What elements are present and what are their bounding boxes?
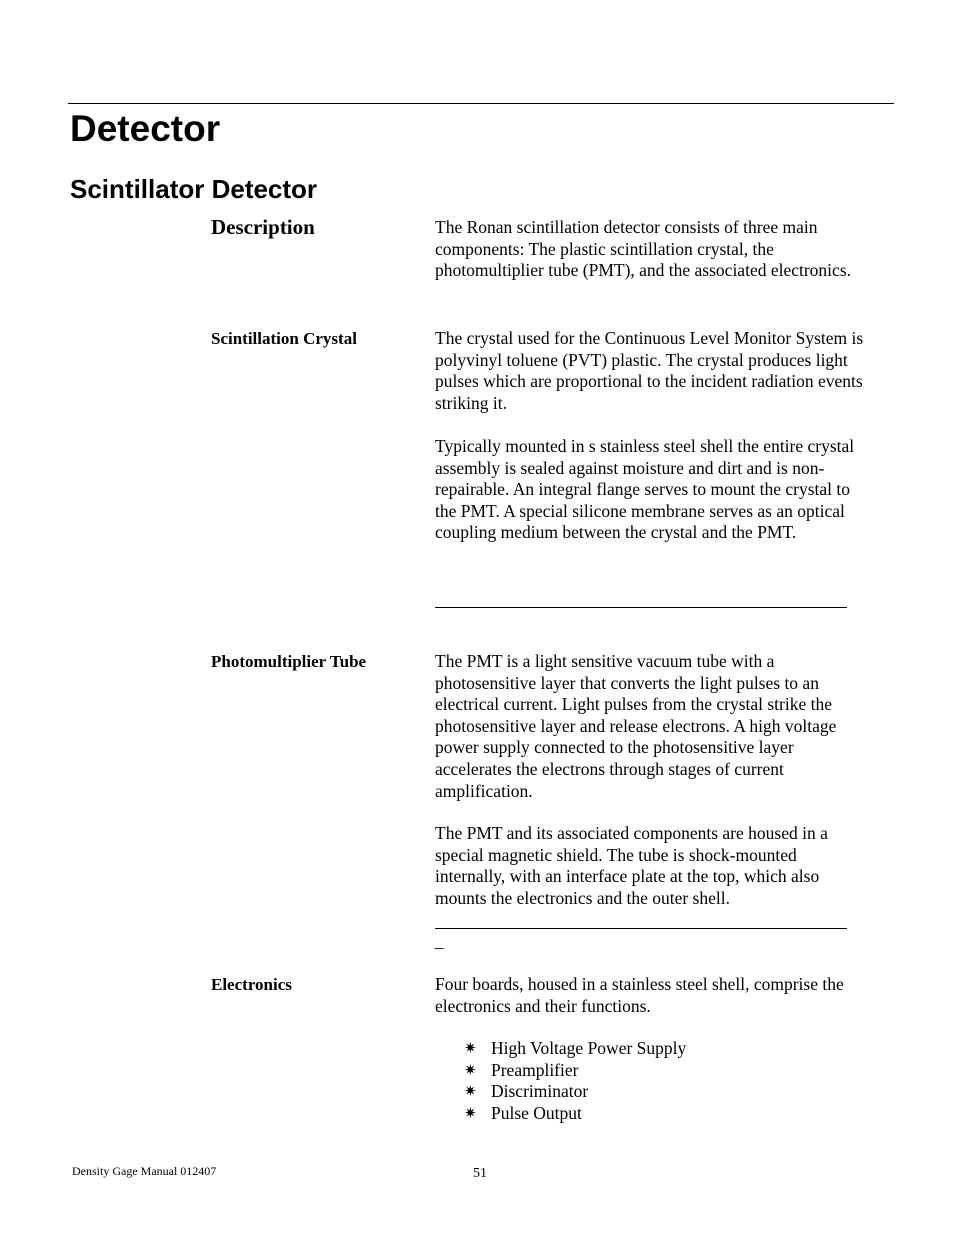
description-paragraph: The Ronan scintillation detector consists of three main components: The plastic scintillation crystal, the photomultiplier tube (PMT), and the associated electronics. [435, 217, 852, 281]
section-title: Scintillator Detector [70, 174, 318, 204]
asterisk-bullet-icon: ✷ [464, 1060, 477, 1079]
list-item-label: Preamplifier [491, 1059, 579, 1080]
crystal-paragraph-1: The crystal used for the Continuous Level Monitor System is polyvinyl toluene (PVT) plastic. The crystal produces light pulses which are proportional to the incident radiation events striking it. [435, 328, 864, 413]
pmt-heading: Photomultiplier Tube [211, 652, 367, 671]
list-item [464, 1081, 686, 1103]
list-item [464, 1060, 686, 1082]
electronics-board-list [464, 1038, 686, 1124]
asterisk-bullet-icon: ✷ [464, 1103, 477, 1122]
page-number: 51 [473, 1166, 487, 1181]
asterisk-bullet-icon: ✷ [464, 1082, 477, 1101]
crystal-text [435, 328, 865, 414]
description-text [435, 217, 865, 282]
description-heading: Description [211, 215, 315, 239]
electronics-heading: Electronics [211, 975, 292, 994]
trailing-dash: _ [435, 932, 444, 951]
crystal-text-2 [435, 436, 865, 544]
separator-line [435, 607, 847, 608]
crystal-paragraph-2: Typically mounted in s stainless steel shell the entire crystal assembly is sealed against moisture and dirt and is non-repairable. An integral flange serves to mount the crystal to the PMT. A special silicone membrane serves as an optical coupling medium between the crystal and the PMT. [435, 436, 855, 543]
header-rule [68, 103, 894, 104]
list-item-label: High Voltage Power Supply [491, 1038, 687, 1058]
pmt-text-2 [435, 823, 865, 909]
list-item-label: Discriminator [491, 1081, 589, 1102]
list-item [464, 1103, 686, 1125]
pmt-paragraph-1: The PMT is a light sensitive vacuum tube with a photosensitive layer that converts the light pulses to an electrical current. Light pulses from the crystal strike the photosensitive layer and release electrons. A high voltage power supply connected to the photosensitive layer accelerates the electrons through stages of current amplification. [435, 651, 837, 801]
pmt-paragraph-2: The PMT and its associated components are housed in a special magnetic shield. The tube is shock-mounted internally, with an interface plate at the top, which also mounts the electronics and the outer shell. [435, 823, 828, 908]
pmt-text [435, 651, 865, 802]
list-item [464, 1038, 686, 1060]
electronics-paragraph: Four boards, housed in a stainless steel shell, comprise the electronics and their functions. [435, 974, 844, 1016]
footer-manual-title: Density Gage Manual 012407 [72, 1164, 217, 1178]
asterisk-bullet-icon: ✷ [464, 1039, 477, 1057]
separator-line [435, 928, 847, 929]
list-item-label: Pulse Output [491, 1102, 582, 1123]
electronics-text [435, 974, 865, 1017]
page-title: Detector [70, 108, 221, 149]
crystal-heading: Scintillation Crystal [211, 329, 357, 348]
